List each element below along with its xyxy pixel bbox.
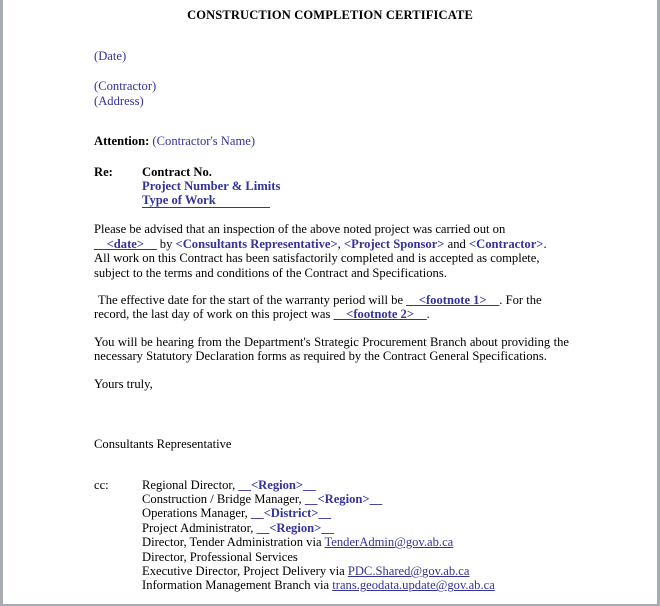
list-item	[142, 535, 495, 549]
contractor-placeholder-inline: <Contractor>	[468, 236, 544, 251]
closing-line: Yours truly,	[94, 376, 153, 391]
cc-placeholder: __<Region>__	[256, 520, 334, 535]
cc-text: Director, Tender Administration via	[142, 535, 322, 550]
attention-label: Attention:	[94, 134, 150, 149]
footnote1-placeholder: __<footnote 1>__	[406, 293, 500, 308]
cc-placeholder: __<District>__	[250, 506, 332, 521]
cc-text: Regional Director,	[142, 477, 236, 492]
cc-text: Executive Director, Project Delivery via	[142, 563, 345, 578]
re-type-of-work: Type of Work	[142, 194, 270, 208]
address-placeholder: (Address)	[94, 93, 144, 108]
paragraph1-line4: subject to the terms and conditions of the Contract and Specifications.	[94, 265, 447, 280]
list-item	[142, 578, 495, 592]
cc-label: cc:	[94, 477, 109, 492]
paragraph1-comma: ,	[337, 236, 341, 251]
project-sponsor-placeholder: <Project Sponsor>	[343, 236, 445, 251]
email-link-pdc-shared[interactable]: PDC.Shared@gov.ab.ca	[347, 563, 470, 578]
document-body	[3, 23, 657, 593]
re-block	[94, 165, 569, 209]
cc-text: Director, Professional Services	[142, 549, 298, 564]
re-type-of-work-wrap	[142, 193, 280, 208]
cc-block	[94, 478, 569, 593]
paragraph-statutory-declaration: You will be hearing from the Department's Strategic Procurement Branch about providing the necessary Statutory Declaration forms as required by the Contract General Specifications.	[94, 334, 569, 364]
paragraph2-before: The effective date for the start of the warranty period will be	[98, 293, 404, 308]
list-item	[142, 521, 495, 535]
date-placeholder: (Date)	[94, 49, 127, 63]
re-lines	[142, 165, 280, 209]
cc-text: Construction / Bridge Manager,	[142, 491, 302, 506]
paragraph2-after: .	[426, 307, 430, 322]
cc-text: Information Management Branch via	[142, 578, 330, 593]
paragraph2-middle: . For the record, the last day of work on this project was	[94, 293, 542, 322]
re-project-number-limits: Project Number & Limits	[142, 179, 281, 194]
paragraph1-line1: Please be advised that an inspection of the above noted project was carried out on	[94, 222, 506, 237]
paragraph1-and: and	[447, 236, 466, 251]
list-item	[142, 550, 495, 564]
list-item	[142, 506, 495, 520]
attention-line	[94, 134, 569, 148]
email-link-trans-geodata[interactable]: trans.geodata.update@gov.ab.ca	[332, 578, 495, 593]
cc-text: Operations Manager,	[142, 506, 248, 521]
re-label: Re:	[94, 164, 113, 179]
email-link-tender-admin[interactable]: TenderAdmin@gov.ab.ca	[324, 535, 454, 550]
cc-placeholder: __<Region>__	[238, 477, 316, 492]
footnote2-placeholder: __<footnote 2>__	[333, 307, 427, 322]
list-item	[142, 492, 495, 506]
re-contract-no: Contract No.	[142, 164, 212, 179]
paragraph1-line3: All work on this Contract has been satisfactorily completed and is accepted as complete,	[94, 251, 540, 266]
page-title: CONSTRUCTION COMPLETION CERTIFICATE	[187, 8, 473, 22]
contractor-placeholder: (Contractor)	[94, 79, 157, 94]
cc-text: Project Administrator,	[142, 520, 254, 535]
paragraph-warranty	[94, 293, 569, 322]
paragraph-inspection	[94, 222, 569, 280]
paragraph1-period: .	[543, 236, 547, 251]
paragraph1-by: by	[159, 236, 173, 251]
consultants-representative-placeholder: <Consultants Representative>	[175, 236, 338, 251]
attention-value: (Contractor's Name)	[152, 134, 256, 149]
list-item	[142, 478, 495, 492]
cc-placeholder: __<Region>__	[304, 491, 383, 506]
signature-block: Consultants Representative	[94, 437, 232, 452]
list-item	[142, 564, 495, 578]
date-field-placeholder: __<date>__	[94, 236, 157, 251]
cc-list	[142, 478, 495, 593]
